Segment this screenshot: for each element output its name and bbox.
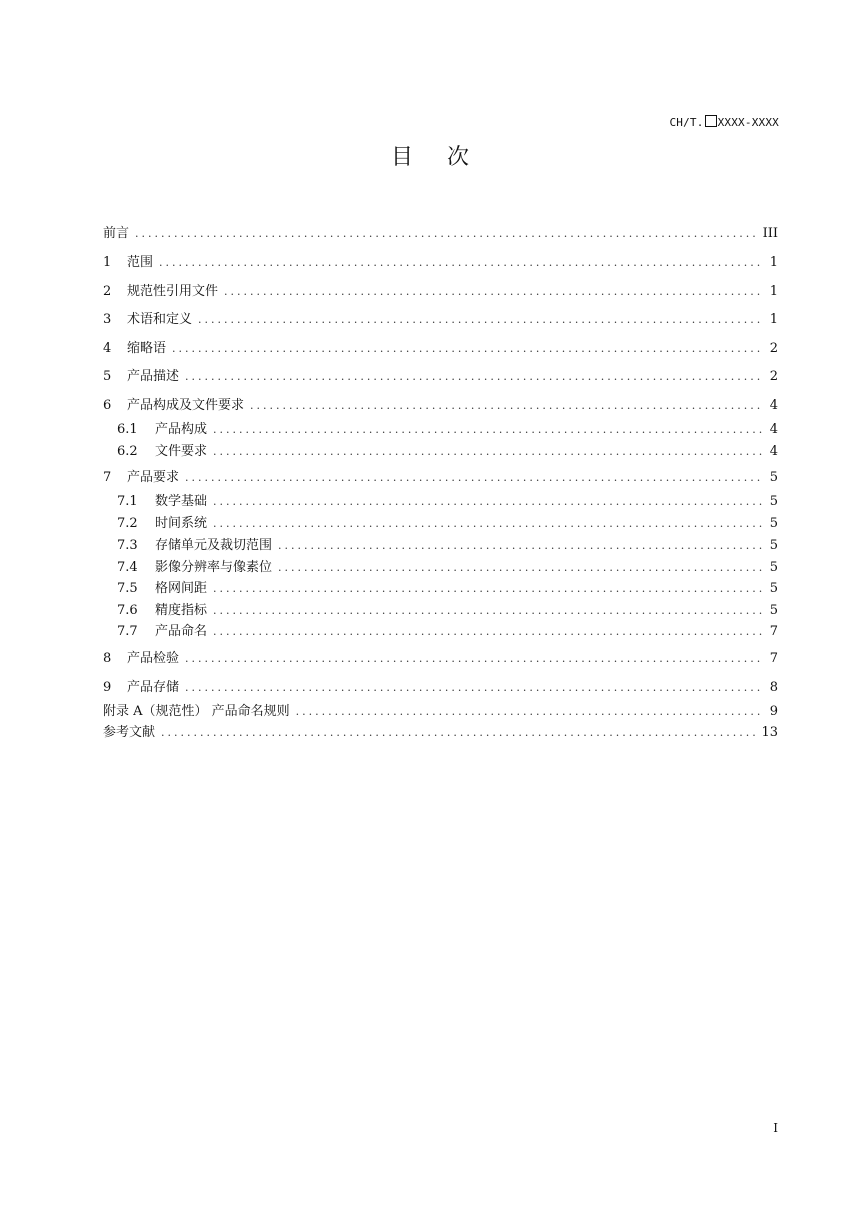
toc-entry[interactable] <box>117 603 778 619</box>
toc-entry-number: 7.6 <box>117 603 138 618</box>
toc-entry[interactable] <box>117 581 778 597</box>
toc-entry-label: 范围 <box>127 255 154 270</box>
toc-entry-page: 8 <box>769 680 778 695</box>
toc-entry[interactable] <box>103 704 778 720</box>
toc-entry[interactable] <box>103 341 778 357</box>
toc-entry-label: 产品命名 <box>155 624 208 639</box>
toc-entry-label: 缩略语 <box>127 341 167 356</box>
toc-entry-page: 5 <box>769 516 778 531</box>
toc-leader-dots <box>213 422 764 438</box>
page-number: I <box>773 1121 778 1135</box>
toc-entry-label: 规范性引用文件 <box>127 284 219 299</box>
toc-leader-dots <box>135 226 757 242</box>
blank-box-icon <box>705 115 717 127</box>
toc-entry-page: 13 <box>761 725 778 740</box>
document-code <box>669 115 779 129</box>
toc-entry-page: 5 <box>769 603 778 618</box>
toc-entry-label: 前言 <box>103 226 130 241</box>
toc-leader-dots <box>213 494 764 510</box>
toc-entry[interactable] <box>103 312 778 328</box>
document-code-prefix: CH/T. <box>669 116 704 129</box>
toc-entry-number: 7.3 <box>117 538 138 553</box>
toc-entry-number: 7.1 <box>117 494 138 509</box>
toc-entry-number: 7.7 <box>117 624 138 639</box>
document-code-suffix: XXXX-XXXX <box>717 116 779 129</box>
toc-entry-page: 5 <box>769 538 778 553</box>
toc-entry[interactable] <box>103 725 778 741</box>
toc-entry-page: 4 <box>769 398 778 413</box>
toc-entry[interactable] <box>103 255 778 271</box>
toc-entry-page: 4 <box>769 444 778 459</box>
toc-leader-dots <box>278 560 764 576</box>
toc-entry-page: 5 <box>769 581 778 596</box>
toc-entry-label: 存储单元及裁切范围 <box>155 538 273 553</box>
toc-leader-dots <box>278 538 764 554</box>
toc-entry[interactable] <box>103 284 778 300</box>
toc-leader-dots <box>161 725 755 741</box>
toc-entry[interactable] <box>117 494 778 510</box>
toc-entry-page: 2 <box>769 369 778 384</box>
toc-entry[interactable] <box>103 651 778 667</box>
toc-entry-number: 7.4 <box>117 560 138 575</box>
toc-entry[interactable] <box>103 680 778 696</box>
toc-entry[interactable] <box>117 560 778 576</box>
toc-leader-dots <box>172 341 764 357</box>
toc-entry-label: 文件要求 <box>155 444 208 459</box>
toc-entry-number: 6.2 <box>117 444 138 459</box>
toc-entry[interactable] <box>103 398 778 414</box>
page-title: 目次 <box>390 145 503 170</box>
toc-leader-dots <box>250 398 764 414</box>
toc-entry-page: 9 <box>769 704 778 719</box>
toc-leader-dots <box>296 704 764 720</box>
toc-entry[interactable] <box>103 369 778 385</box>
toc-entry-number: 7.2 <box>117 516 138 531</box>
toc-entry-label: 产品要求 <box>127 470 180 485</box>
toc-entry-page: 2 <box>769 341 778 356</box>
toc-entry-label: 数学基础 <box>155 494 208 509</box>
toc-leader-dots <box>213 444 764 460</box>
toc-entry-page: 1 <box>769 312 778 327</box>
toc-entry-label: 影像分辨率与像素位 <box>155 560 273 575</box>
toc-entry-number: 3 <box>103 312 112 327</box>
toc-entry-label: 产品构成 <box>155 422 208 437</box>
toc-entry[interactable] <box>103 226 778 242</box>
toc-entry-label: 产品构成及文件要求 <box>127 398 245 413</box>
toc-leader-dots <box>185 470 764 486</box>
toc-entry-label: 参考文献 <box>103 725 156 740</box>
toc-entry-number: 7.5 <box>117 581 138 596</box>
toc-leader-dots <box>185 369 764 385</box>
toc-entry[interactable] <box>117 422 778 438</box>
toc-entry-page: III <box>762 226 778 241</box>
toc-entry-label: 产品存储 <box>127 680 180 695</box>
toc-entry[interactable] <box>117 624 778 640</box>
toc-entry[interactable] <box>117 538 778 554</box>
toc-entry-number: 7 <box>103 470 112 485</box>
toc-entry-number: 9 <box>103 680 112 695</box>
toc-entry-label: 时间系统 <box>155 516 208 531</box>
toc-entry-page: 7 <box>769 624 778 639</box>
toc-entry-page: 1 <box>769 255 778 270</box>
toc-leader-dots <box>213 516 764 532</box>
toc-entry-number: 4 <box>103 341 112 356</box>
toc-entry-page: 5 <box>769 470 778 485</box>
toc-entry-page: 5 <box>769 560 778 575</box>
toc-leader-dots <box>213 624 764 640</box>
toc-entry[interactable] <box>103 470 778 486</box>
toc-leader-dots <box>224 284 764 300</box>
toc-leader-dots <box>213 603 764 619</box>
toc-leader-dots <box>213 581 764 597</box>
toc-leader-dots <box>159 255 764 271</box>
toc-entry-number: 6.1 <box>117 422 138 437</box>
toc-entry-label: 术语和定义 <box>127 312 193 327</box>
toc-entry-label: 精度指标 <box>155 603 208 618</box>
toc-entry-page: 1 <box>769 284 778 299</box>
toc-entry[interactable] <box>117 444 778 460</box>
toc-entry-page: 5 <box>769 494 778 509</box>
toc-entry-page: 4 <box>769 422 778 437</box>
toc-entry-number: 6 <box>103 398 112 413</box>
toc-entry-number: 8 <box>103 651 112 666</box>
toc-entry-number: 2 <box>103 284 112 299</box>
toc-entry-number: 5 <box>103 369 112 384</box>
toc-entry-label: 附录 A（规范性） 产品命名规则 <box>103 704 290 719</box>
toc-entry-label: 格网间距 <box>155 581 208 596</box>
toc-leader-dots <box>185 680 764 696</box>
toc-entry-label: 产品描述 <box>127 369 180 384</box>
toc-entry-label: 产品检验 <box>127 651 180 666</box>
toc-entry[interactable] <box>117 516 778 532</box>
toc-leader-dots <box>185 651 764 667</box>
toc-entry-number: 1 <box>103 255 112 270</box>
toc-leader-dots <box>198 312 764 328</box>
toc-entry-page: 7 <box>769 651 778 666</box>
